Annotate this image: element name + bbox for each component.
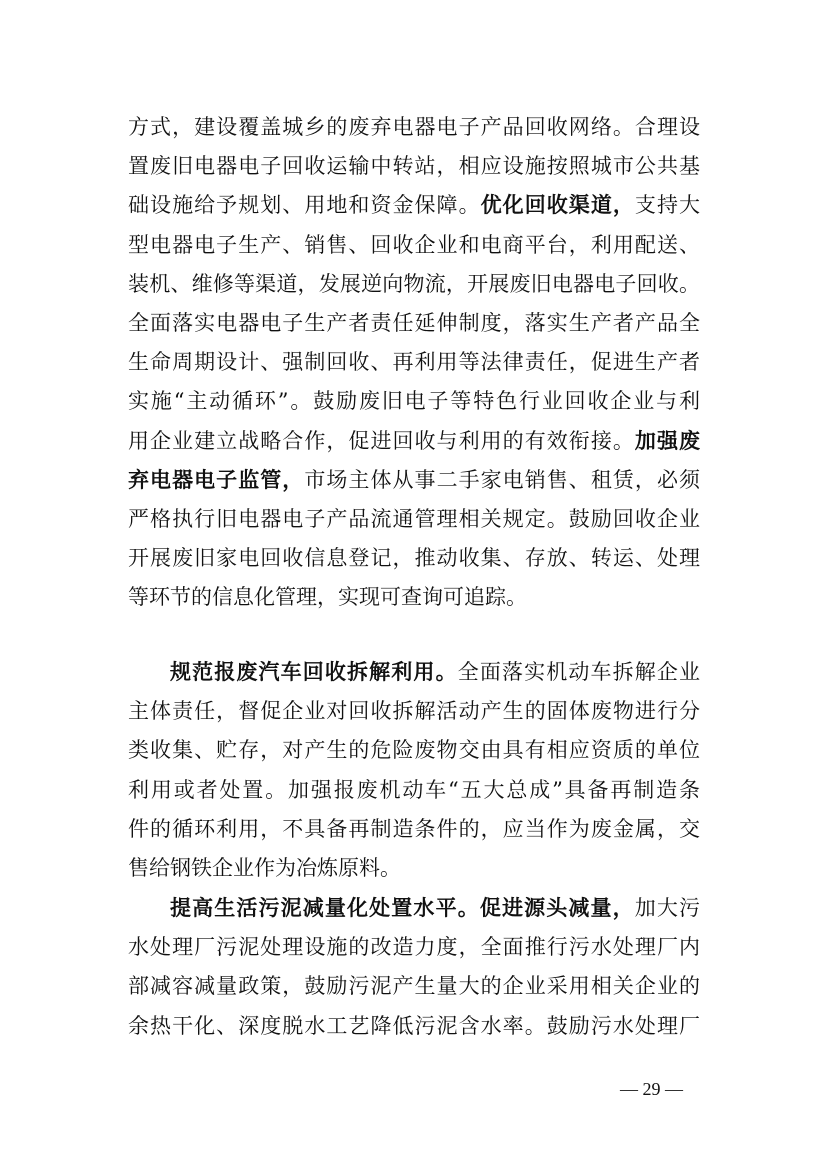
text-line bbox=[128, 730, 700, 770]
bold-heading-run: 规范报废汽车回收拆解利用。 bbox=[170, 660, 458, 684]
text-run: 利用或者处置。加强报废机动车“五大总成”具备再制造条 bbox=[128, 777, 700, 802]
text-line bbox=[128, 264, 700, 304]
text-run: 用企业建立战略合作，促进回收与利用的有效衔接。 bbox=[128, 428, 635, 453]
text-line bbox=[128, 809, 700, 849]
text-run: 类收集、贮存，对产生的危险废物交由具有相应资质的单位 bbox=[128, 738, 700, 763]
text-run: 方式，建设覆盖城乡的废弃电器电子产品回收网络。合理设 bbox=[128, 115, 700, 139]
text-run: 主体责任，督促企业对回收拆解活动产生的固体废物进行分 bbox=[128, 699, 700, 724]
text-run: 等环节的信息化管理，实现可查询可追踪。 bbox=[128, 585, 527, 610]
text-line bbox=[128, 691, 700, 731]
text-line bbox=[128, 577, 700, 617]
text-run: 全面落实电器电子生产者责任延伸制度，落实生产者产品全 bbox=[128, 311, 700, 335]
text-line bbox=[128, 538, 700, 578]
text-line bbox=[170, 652, 700, 692]
text-run: 严格执行旧电器电子产品流通管理相关规定。鼓励回收企业 bbox=[128, 507, 700, 531]
text-run: 部减容减量政策，鼓励污泥产生量大的企业采用相关企业的 bbox=[128, 974, 700, 999]
text-run: 全面落实机动车拆解企业 bbox=[457, 660, 701, 684]
text-run: 支持大 bbox=[634, 193, 701, 218]
text-line bbox=[128, 303, 700, 343]
page-number: — 29 — bbox=[620, 1079, 683, 1099]
text-line bbox=[128, 146, 700, 186]
text-line bbox=[128, 966, 700, 1006]
text-run: 装机、维修等渠道，发展逆向物流，开展废旧电器电子回收。 bbox=[128, 271, 700, 296]
text-line bbox=[128, 185, 700, 225]
bold-heading-run: 弃电器电子监管， bbox=[128, 467, 305, 492]
text-run: 余热干化、深度脱水工艺降低污泥含水率。鼓励污水处理厂 bbox=[128, 1013, 700, 1038]
text-run: 加大污 bbox=[634, 896, 701, 920]
text-run: 置废旧电器电子回收运输中转站，相应设施按照城市公共基 bbox=[128, 154, 700, 179]
text-line bbox=[128, 381, 700, 421]
text-run: 生命周期设计、强制回收、再利用等法律责任，促进生产者 bbox=[128, 350, 700, 375]
text-line bbox=[128, 927, 700, 967]
text-line bbox=[128, 225, 700, 265]
text-run: 型电器电子生产、销售、回收企业和电商平台，利用配送、 bbox=[128, 232, 700, 257]
text-line bbox=[128, 499, 700, 539]
text-line bbox=[128, 770, 700, 810]
text-run: 市场主体从事二手家电销售、租赁，必须 bbox=[304, 467, 701, 492]
bold-heading-run: 提高生活污泥减量化处置水平。促进源头减量， bbox=[170, 896, 635, 920]
text-run: 实施“主动循环”。鼓励废旧电子等特色行业回收企业与利 bbox=[128, 389, 700, 414]
text-line bbox=[128, 107, 700, 147]
text-run: 础设施给予规划、用地和资金保障。 bbox=[128, 193, 481, 218]
bold-heading-run: 优化回收渠道， bbox=[480, 193, 635, 218]
text-run: 开展废旧家电回收信息登记，推动收集、存放、转运、处理 bbox=[128, 546, 700, 571]
text-line bbox=[128, 1006, 700, 1046]
text-run: 件的循环利用，不具备再制造条件的，应当作为废金属，交 bbox=[128, 816, 700, 841]
text-line bbox=[128, 421, 700, 461]
text-run: 水处理厂污泥处理设施的改造力度，全面推行污水处理厂内 bbox=[128, 935, 700, 960]
text-run: 售给钢铁企业作为冶炼原料。 bbox=[128, 856, 401, 880]
text-line bbox=[128, 460, 700, 500]
text-line bbox=[128, 848, 700, 888]
text-line bbox=[170, 888, 700, 928]
text-line bbox=[128, 342, 700, 382]
bold-heading-run: 加强废 bbox=[634, 428, 701, 453]
